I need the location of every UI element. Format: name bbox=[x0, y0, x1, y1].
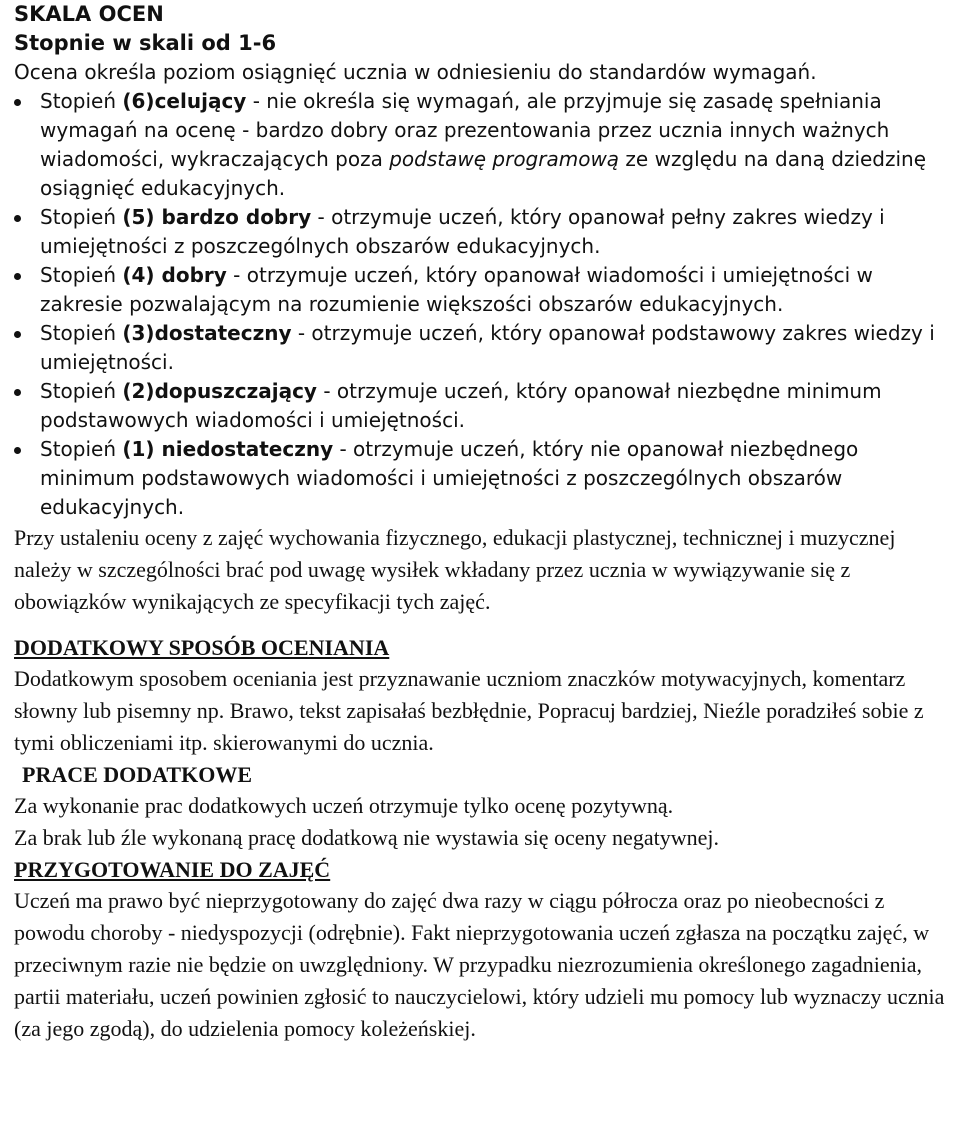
grade-name: (6)celujący bbox=[122, 89, 247, 113]
grade-desc-italic: podstawę programową bbox=[389, 147, 620, 171]
grade-desc: - otrzymuje uczeń, który opanował wiadomości i umiejętności w zakresie pozwalającym na rozumienie większości obszarów edukacyjnych. bbox=[40, 263, 873, 316]
grade-name: (1) niedostateczny bbox=[122, 437, 334, 461]
extra-work-line-2: Za brak lub źle wykonaną pracę dodatkową nie wystawia się oceny negatywnej. bbox=[14, 825, 719, 850]
scale-title: SKALA OCEN bbox=[14, 2, 164, 26]
scale-intro: Ocena określa poziom osiągnięć ucznia w odniesieniu do standardów wymagań. bbox=[14, 60, 817, 84]
grade-2-item bbox=[14, 377, 954, 435]
bullet-icon bbox=[14, 215, 21, 222]
grade-desc: - otrzymuje uczeń, który opanował pełny zakres wiedzy i umiejętności z poszczególnych obszarów edukacyjnych. bbox=[40, 205, 885, 258]
grade-4-item bbox=[14, 261, 954, 319]
grade-name: (3)dostateczny bbox=[122, 321, 292, 345]
grade-1-item bbox=[14, 435, 954, 522]
grade-prefix: Stopień bbox=[40, 321, 123, 345]
grade-prefix: Stopień bbox=[40, 379, 123, 403]
grade-desc: - nie określa się wymagań, ale przyjmuje się zasadę spełniania wymagań na ocenę - bardzo dobry oraz prezentowania przez ucznia innych ważnych wiadomości, wykraczających poza bbox=[40, 89, 890, 171]
scale-subtitle: Stopnie w skali od 1-6 bbox=[14, 31, 277, 55]
bullet-icon bbox=[14, 447, 21, 454]
grade-6-item bbox=[14, 87, 954, 203]
grade-5-item bbox=[14, 203, 954, 261]
bullet-icon bbox=[14, 99, 21, 106]
grade-desc: - otrzymuje uczeń, który nie opanował niezbędnego minimum podstawowych wiadomości i umiejętności z poszczególnych obszarów edukacyjnych. bbox=[40, 437, 859, 519]
grade-name: (2)dopuszczający bbox=[122, 379, 317, 403]
extra-work-title: PRACE DODATKOWE bbox=[22, 762, 252, 787]
preparation-title: PRZYGOTOWANIE DO ZAJĘĆ bbox=[14, 857, 331, 882]
grade-prefix: Stopień bbox=[40, 89, 123, 113]
grade-prefix: Stopień bbox=[40, 263, 123, 287]
bullet-icon bbox=[14, 331, 21, 338]
grade-prefix: Stopień bbox=[40, 205, 123, 229]
bullet-icon bbox=[14, 273, 21, 280]
additional-text: Dodatkowym sposobem oceniania jest przyznawanie uczniom znaczków motywacyjnych, komentarz słowny lub pisemny np. Brawo, tekst zapisałaś bezbłędnie, Popracuj bardziej, Nieźle poradziłeś sobie z tymi obliczeniami itp. skierowanymi do ucznia. bbox=[14, 666, 924, 755]
grade-desc-end: ze względu na daną dziedzinę osiągnięć edukacyjnych. bbox=[40, 147, 927, 200]
grade-name: (5) bardzo dobry bbox=[122, 205, 312, 229]
preparation-text: Uczeń ma prawo być nieprzygotowany do zajęć dwa razy w ciągu półrocza oraz po nieobecności z powodu choroby - niedyspozycji (odrębnie). Fakt nieprzygotowania uczeń zgłasza na początku zajęć, w przeciwnym razie nie będzie on uwzględniony. W przypadku niezrozumienia określonego zagadnienia, partii materiału, uczeń powinien zgłosić to nauczycielowi, który udzieli mu pomocy lub wyznaczy ucznia (za jego zgodą), do udzielenia pomocy koleżeńskiej. bbox=[14, 888, 945, 1041]
grade-desc: - otrzymuje uczeń, który opanował niezbędne minimum podstawowych wiadomości i umiejętności. bbox=[40, 379, 882, 432]
grade-name: (4) dobry bbox=[122, 263, 227, 287]
spacer bbox=[14, 618, 954, 632]
document-page bbox=[14, 0, 954, 1045]
pe-note: Przy ustaleniu oceny z zajęć wychowania fizycznego, edukacji plastycznej, technicznej i muzycznej należy w szczególności brać pod uwagę wysiłek wkładany przez ucznia w wywiązywanie się z obowiązków wynikających ze specyfikacji tych zajęć. bbox=[14, 525, 896, 614]
grade-3-item bbox=[14, 319, 954, 377]
additional-title: DODATKOWY SPOSÓB OCENIANIA bbox=[14, 635, 390, 660]
extra-work-line-1: Za wykonanie prac dodatkowych uczeń otrzymuje tylko ocenę pozytywną. bbox=[14, 793, 674, 818]
bullet-icon bbox=[14, 389, 21, 396]
grade-prefix: Stopień bbox=[40, 437, 123, 461]
grades-list bbox=[14, 87, 954, 522]
grade-desc: - otrzymuje uczeń, który opanował podstawowy zakres wiedzy i umiejętności. bbox=[40, 321, 935, 374]
